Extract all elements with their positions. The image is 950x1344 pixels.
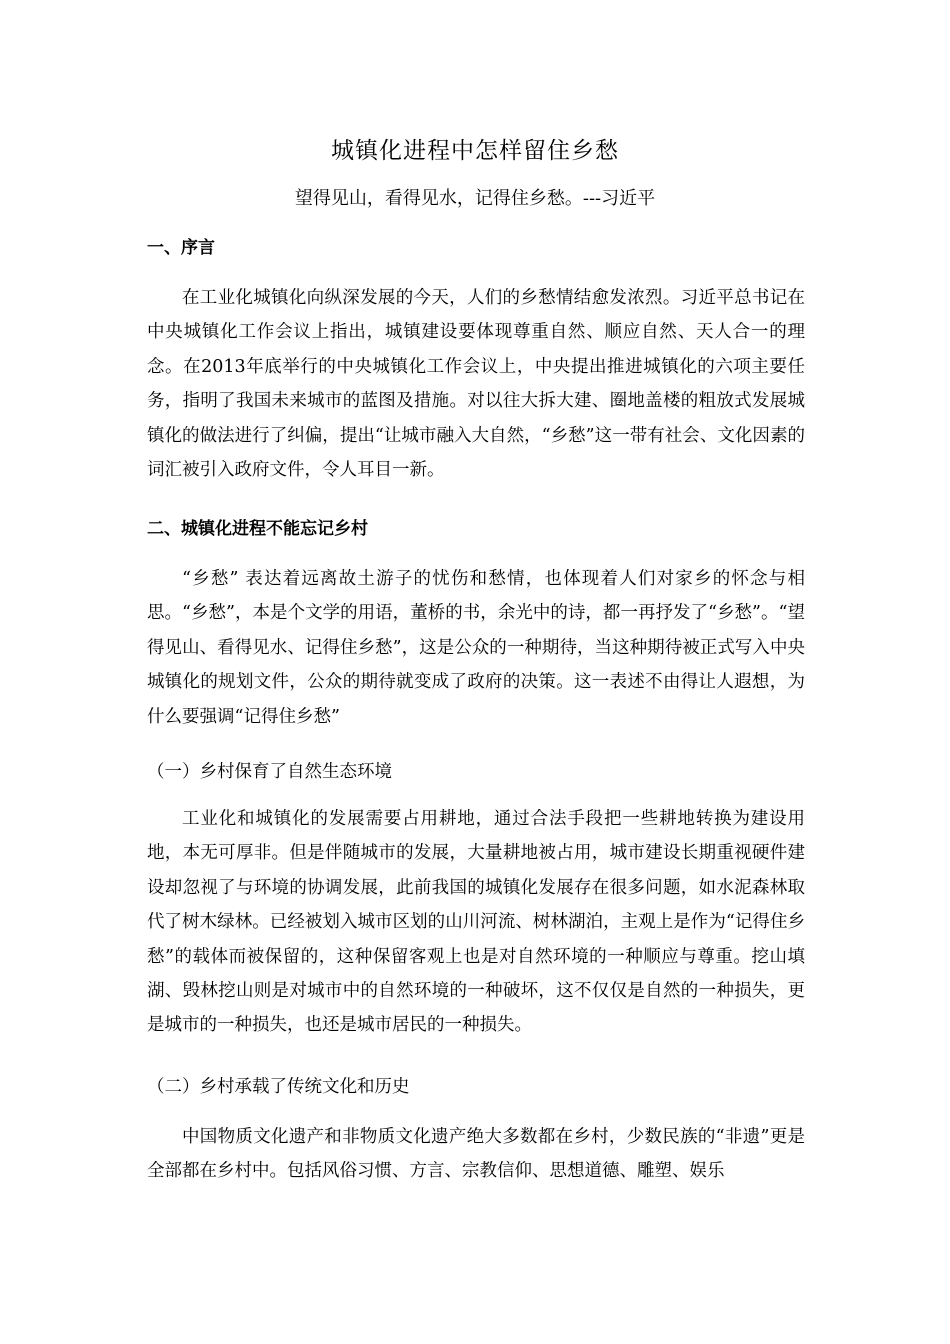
document-subtitle-quote: 望得见山，看得见水，记得住乡愁。---习近平 (294, 188, 656, 209)
paragraph-ecology: 工业化和城镇化的发展需要占用耕地，通过合法手段把一些耕地转换为建设用地，本无可厚非。但是伴随城市的发展，大量耕地被占用，城市建设长期重视硬件建设却忽视了与环境的协调发展，此前我国的城镇化发展存在很多问题，如水泥森林取代了树木绿林。已经被划入城市区划的山川河流、树林湖泊，主观上是作为“记得住乡愁”的载体而被保留的，这种保留客观上也是对自然环境的一种顺应与尊重。挖山填湖、毁林挖山则是对城市中的自然环境的一种破坏，这不仅仅是自然的一种损失，更是城市的一种损失，也还是城市居民的一种损失。 (147, 809, 805, 1036)
paragraph-nostalgia: “乡愁” 表达着远离故土游子的忧伤和愁情，也体现着人们对家乡的怀念与相思。“乡愁”，本是个文学的用语，董桥的书，余光中的诗，都一再抒发了“乡愁”。“望得见山、看得见水、记得住乡愁”，这是公众的一种期待，当这种期待被正式写入中央城镇化的规划文件，公众的期待就变成了政府的决策。这一表述不由得让人遐想，为什么要强调“记得住乡愁” (147, 569, 805, 727)
section-heading-countryside: 二、城镇化进程不能忘记乡村 (147, 519, 368, 539)
subsection-heading-culture: （二）乡村承载了传统文化和历史 (147, 1077, 410, 1097)
document-title: 城镇化进程中怎样留住乡愁 (331, 138, 619, 164)
subsection-heading-ecology: （一）乡村保育了自然生态环境 (147, 762, 392, 782)
section-heading-preface: 一、序言 (147, 238, 215, 258)
paragraph-culture: 中国物质文化遗产和非物质文化遗产绝大多数都在乡村，少数民族的“非遗”更是全部都在乡村中。包括风俗习惯、方言、宗教信仰、思想道德、雕塑、娱乐 (147, 1127, 805, 1182)
paragraph-preface: 在工业化城镇化向纵深发展的今天，人们的乡愁情结愈发浓烈。习近平总书记在中央城镇化工作会议上指出，城镇建设要体现尊重自然、顺应自然、天人合一的理念。在2013年底举行的中央城镇化工作会议上，中央提出推进城镇化的六项主要任务，指明了我国未来城市的蓝图及措施。对以往大拆大建、圈地盖楼的粗放式发展城镇化的做法进行了纠偏，提出“让城市融入大自然，“乡愁”这一带有社会、文化因素的词汇被引入政府文件，令人耳目一新。 (147, 288, 805, 481)
